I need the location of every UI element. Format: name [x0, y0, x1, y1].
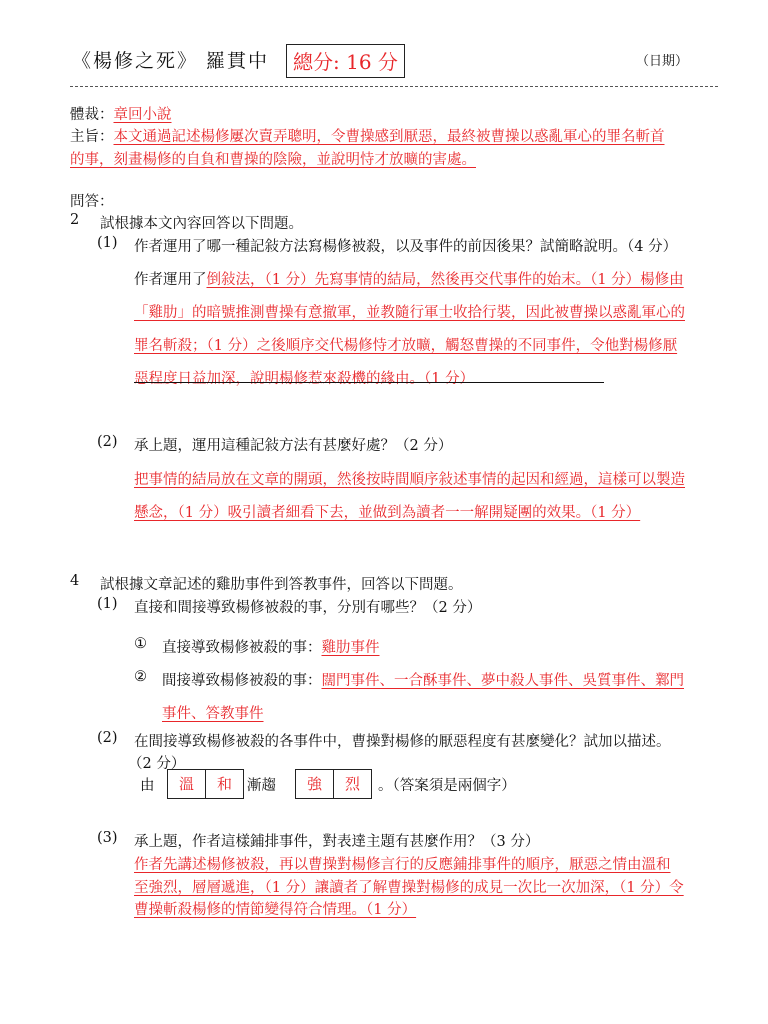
q4-1-number: (1) [97, 596, 118, 612]
answer-box-char: 和 [205, 770, 243, 798]
q4-2-from-label: 由 [140, 778, 155, 794]
q2-number: 2 [70, 212, 80, 228]
header-divider [70, 86, 718, 87]
theme-answer-line1: 本文通過記述楊修屢次賣弄聰明，令曹操感到厭惡，最終被曹操以惑亂軍心的罪名斬首 [113, 129, 665, 145]
theme-answer-line2: 的事，刻畫楊修的自負和曹操的陰險，並說明恃才放曠的害處。 [70, 152, 476, 168]
q4-1-item2-answer-line2: 事件、答教事件 [162, 706, 264, 722]
q4-2-score: （2 分） [128, 756, 186, 772]
q4-number: 4 [70, 573, 80, 589]
q4-3-answer-line2: 至強烈，層層遞進，（1 分）讓讀者了解曹操對楊修的成見一次比一次加深，（1 分）令 [134, 880, 684, 896]
answer-underline [134, 382, 604, 383]
q4-1-item1 [162, 636, 380, 657]
q4-1-item2-answer-line1: 闊門事件、一合酥事件、夢中殺人事件、吳質事件、鄴門 [321, 673, 684, 689]
total-score-box: 總分: 16 分 [286, 44, 405, 78]
q4-3-number: (3) [97, 830, 118, 846]
answer-box-char: 溫 [178, 775, 194, 793]
q2-1-answer-text1: 倒敍法，（1 分）先寫事情的結局，然後再交代事件的始末。（1 分）楊修由 [206, 272, 684, 288]
q4-1-question: 直接和間接導致楊修被殺的事，分別有哪些？（2 分） [134, 600, 482, 616]
q4-1-item2-label: 間接導致楊修被殺的事： [162, 673, 322, 689]
genre-row [70, 103, 172, 124]
q4-2-question: 在間接導致楊修被殺的各事件中，曹操對楊修的厭惡程度有甚麼變化？試加以描述。 [134, 734, 671, 750]
theme-label: 主旨： [70, 129, 114, 145]
q2-1-question: 作者運用了哪一種記敍方法寫楊修被殺，以及事件的前因後果？試簡略說明。（4 分） [134, 239, 678, 255]
q4-2-mid-label: 漸趨 [247, 778, 276, 794]
genre-label: 體裁： [70, 107, 114, 123]
q2-2-answer-line2: 懸念，（1 分）吸引讀者細看下去，並做到為讀者一一解開疑團的效果。（1 分） [134, 505, 641, 521]
q4-1-item2-marker: ② [134, 669, 147, 685]
q4-1-item1-marker: ① [134, 636, 147, 652]
q4-1-item2 [162, 669, 684, 690]
q4-3-question: 承上題，作者這樣鋪排事件，對表達主題有甚麼作用？（3 分） [134, 834, 540, 850]
answer-box-char: 烈 [333, 770, 371, 798]
q2-1-answer-line1 [134, 268, 684, 289]
q4-1-item1-answer: 雞肋事件 [321, 640, 380, 656]
answer-box-start [167, 769, 244, 799]
q2-2-number: (2) [97, 434, 118, 450]
q4-1-item1-label: 直接導致楊修被殺的事： [162, 640, 322, 656]
genre-answer: 章回小說 [113, 107, 172, 123]
answer-box-char: 強 [306, 775, 322, 793]
qa-heading: 問答： [70, 194, 114, 210]
q2-1-answer-line2: 「雞肋」的暗號推測曹操有意撤軍，並教隨行軍士收拾行裝，因此被曹操以惑亂軍心的 [134, 305, 685, 321]
q2-2-answer-line1: 把事情的結局放在文章的開頭，然後按時間順序敍述事情的起因和經過，這樣可以製造 [134, 472, 685, 488]
answer-box-end [295, 769, 372, 799]
q2-1-answer-line4: 惡程度日益加深，說明楊修惹來殺機的緣由。（1 分） [134, 371, 475, 387]
theme-row [70, 125, 665, 146]
q2-instruction: 試根據本文內容回答以下問題。 [100, 216, 303, 232]
q2-1-answer-line3: 罪名斬殺；（1 分）之後順序交代楊修恃才放曠，觸怒曹操的不同事件，令他對楊修厭 [134, 338, 678, 354]
q2-2-question: 承上題，運用這種記敍方法有甚麼好處？（2 分） [134, 438, 453, 454]
q4-2-note: 。（答案須是兩個字） [378, 778, 516, 794]
q2-1-answer-prefix: 作者運用了 [134, 272, 207, 288]
date-field: （日期） [636, 54, 689, 69]
q4-instruction: 試根據文章記述的雞肋事件到答教事件，回答以下問題。 [100, 577, 463, 593]
q4-3-answer-line3: 曹操斬殺楊修的情節變得符合情理。（1 分） [134, 902, 417, 918]
q2-1-number: (1) [97, 235, 118, 251]
q4-2-number: (2) [97, 730, 118, 746]
q4-3-answer-line1: 作者先講述楊修被殺，再以曹操對楊修言行的反應鋪排事件的順序，厭惡之情由溫和 [134, 857, 671, 873]
document-title: 《楊修之死》 羅貫中 [72, 50, 270, 72]
